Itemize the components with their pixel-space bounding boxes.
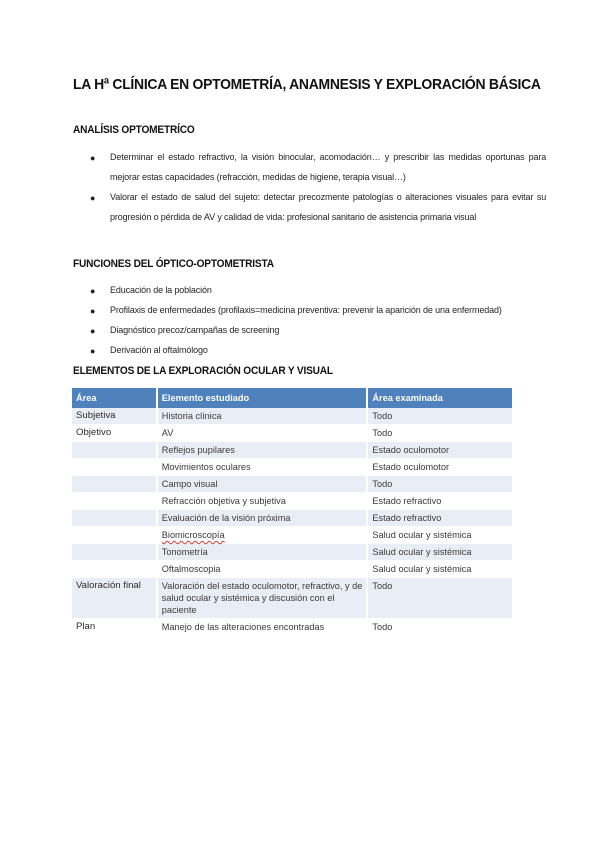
funciones-list (90, 281, 550, 361)
table-cell-elemento: Oftalmoscopia (157, 561, 368, 578)
bullet-icon: ● (90, 193, 96, 203)
list-item: ● Diagnóstico precoz/campañas de screening (90, 321, 550, 341)
table-row (72, 459, 513, 476)
table-row (72, 442, 513, 459)
list-item: ● Derivación al oftalmólogo (90, 341, 550, 361)
table-cell-area-examinada: Todo (367, 408, 513, 425)
table-row (72, 408, 513, 425)
bullet-icon: ● (90, 286, 96, 296)
table-cell-area: Plan (72, 619, 157, 636)
table-row (72, 619, 513, 636)
table-row (72, 544, 513, 561)
table-cell-area: Valoración final (72, 578, 157, 619)
table-row (72, 578, 513, 619)
table-cell-elemento: Historia clínica (157, 408, 368, 425)
table-row (72, 493, 513, 510)
table-cell-area (72, 442, 157, 459)
list-item: ● Valorar el estado de salud del sujeto: detectar precozmente patologías o alteraciones visuales para evitar su progresión o pérdida de AV y calidad de vida: profesional sanitario de asistencia primaria visual (90, 188, 526, 228)
bullet-icon: ● (90, 346, 96, 356)
column-header-elemento: Elemento estudiado (157, 388, 368, 408)
section-heading-analisis: ANALÍSIS OPTOMETRÍCO (73, 124, 195, 136)
table-cell-area-examinada: Estado oculomotor (367, 442, 513, 459)
table-cell-area-examinada: Estado oculomotor (367, 459, 513, 476)
table-cell-elemento: AV (157, 425, 368, 442)
table-cell-area-examinada: Todo (367, 476, 513, 493)
column-header-area: Área (72, 388, 157, 408)
table-row (72, 476, 513, 493)
bullet-icon: ● (90, 326, 96, 336)
table-cell-elemento: Refracción objetiva y subjetiva (157, 493, 368, 510)
table-cell-area: Subjetiva (72, 408, 157, 425)
table-cell-area-examinada: Todo (367, 578, 513, 619)
analisis-list (90, 148, 547, 228)
document-title: LA Hª CLÍNICA EN OPTOMETRÍA, ANAMNESIS Y EXPLORACIÓN BÁSICA (73, 76, 541, 93)
list-item: ● Profilaxis de enfermedades (profilaxis=medicina preventiva: prevenir la aparición de una enfermedad) (90, 301, 550, 321)
table-cell-elemento: Evaluación de la visión próxima (157, 510, 368, 527)
list-item: ● Educación de la población (90, 281, 550, 301)
table-cell-area-examinada: Todo (367, 425, 513, 442)
table-cell-elemento: Reflejos pupilares (157, 442, 368, 459)
exploracion-table (72, 388, 514, 636)
table-cell-area-examinada: Estado refractivo (367, 510, 513, 527)
table-row (72, 561, 513, 578)
table-cell-elemento: Valoración del estado oculomotor, refractivo, y de salud ocular y sistémica y discusión con el paciente (157, 578, 368, 619)
column-header-area-examinada: Área examinada (367, 388, 513, 408)
table-cell-elemento: Tonometría (157, 544, 368, 561)
table-cell-area-examinada: Salud ocular y sistémica (367, 561, 513, 578)
table-cell-area-examinada: Salud ocular y sistémica (367, 544, 513, 561)
table-cell-area (72, 476, 157, 493)
table-cell-area (72, 544, 157, 561)
table-cell-elemento: Campo visual (157, 476, 368, 493)
table-row (72, 510, 513, 527)
section-heading-elementos: ELEMENTOS DE LA EXPLORACIÓN OCULAR Y VISUAL (73, 365, 333, 377)
table-cell-area (72, 561, 157, 578)
table-cell-area-examinada: Estado refractivo (367, 493, 513, 510)
table-cell-area (72, 493, 157, 510)
table-cell-area (72, 527, 157, 544)
table-header-row (72, 388, 513, 408)
table-cell-elemento: Manejo de las alteraciones encontradas (157, 619, 368, 636)
table-row (72, 527, 513, 544)
bullet-icon: ● (90, 153, 96, 163)
section-heading-funciones: FUNCIONES DEL ÓPTICO-OPTOMETRISTA (73, 258, 274, 270)
table-row (72, 425, 513, 442)
table-cell-area: Objetivo (72, 425, 157, 442)
table-cell-elemento: Movimientos oculares (157, 459, 368, 476)
table-cell-area-examinada: Todo (367, 619, 513, 636)
table-cell-area-examinada: Salud ocular y sistémica (367, 527, 513, 544)
table-cell-area (72, 459, 157, 476)
table-cell-area (72, 510, 157, 527)
list-item: ● Determinar el estado refractivo, la visión binocular, acomodación… y prescribir las medidas oportunas para mejorar estas capacidades (refracción, medidas de higiene, terapia visual…) (90, 148, 526, 188)
bullet-icon: ● (90, 306, 96, 316)
table-cell-elemento: Biomicroscopía (157, 527, 368, 544)
